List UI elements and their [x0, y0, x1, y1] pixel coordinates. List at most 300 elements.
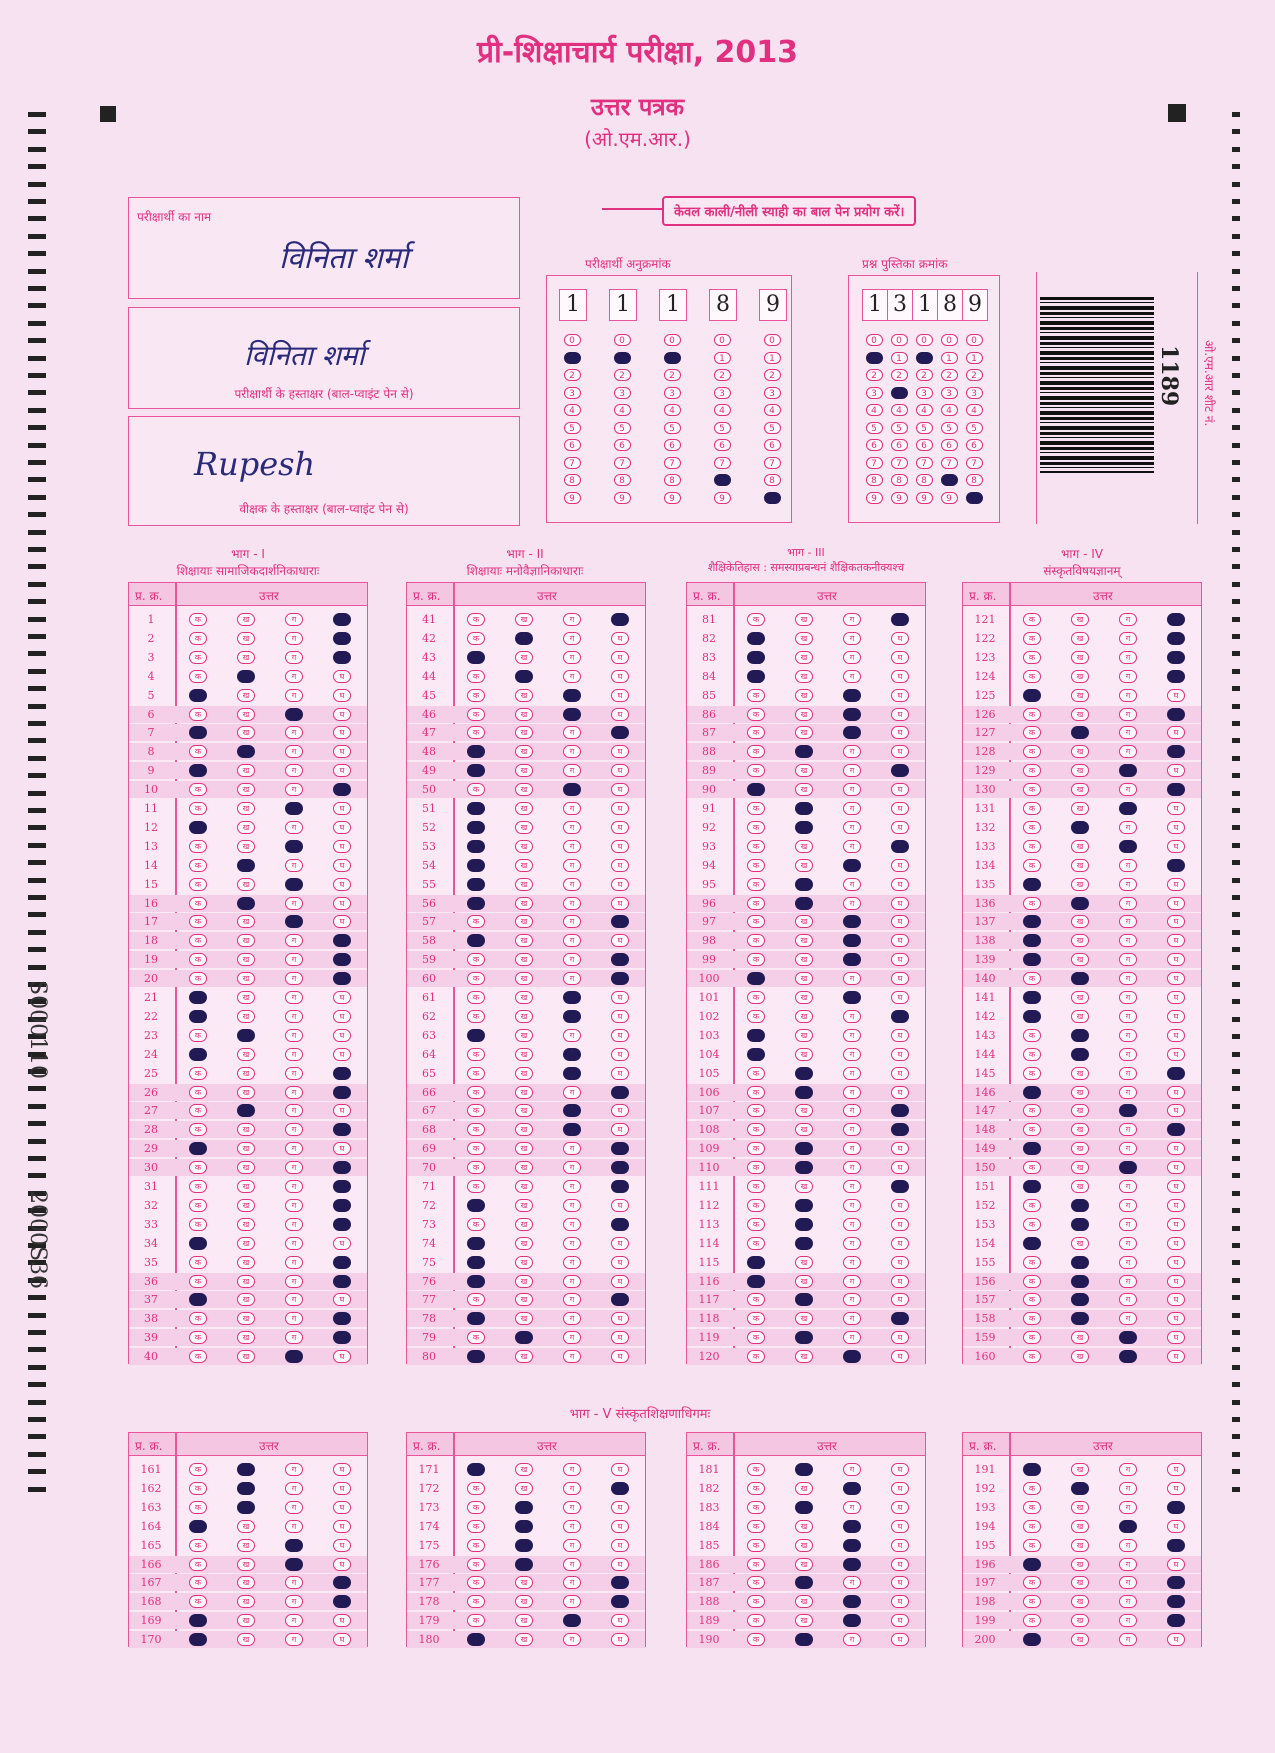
option-bubble[interactable]: ग	[563, 1633, 581, 1646]
option-bubble[interactable]: घ	[891, 1275, 909, 1288]
option-bubble[interactable]	[891, 1123, 909, 1136]
option-bubble[interactable]: घ	[333, 689, 351, 702]
option-bubble[interactable]: ग	[563, 840, 581, 853]
option-bubble[interactable]	[747, 1256, 765, 1269]
option-bubble[interactable]: क	[747, 1331, 765, 1344]
option-bubble[interactable]: घ	[891, 1463, 909, 1476]
option-bubble[interactable]	[1167, 708, 1185, 721]
option-bubble[interactable]	[1071, 1482, 1089, 1495]
option-bubble[interactable]	[333, 1218, 351, 1231]
digit-bubble[interactable]: 5	[614, 422, 631, 434]
option-bubble[interactable]	[285, 1539, 303, 1552]
option-bubble[interactable]: ग	[1119, 953, 1137, 966]
option-bubble[interactable]	[515, 670, 533, 683]
digit-bubble[interactable]: 7	[714, 457, 731, 469]
option-bubble[interactable]	[795, 1086, 813, 1099]
digit-bubble[interactable]: 4	[764, 404, 781, 416]
option-bubble[interactable]	[467, 1312, 485, 1325]
option-bubble[interactable]: ग	[1119, 878, 1137, 891]
option-bubble[interactable]: क	[189, 1029, 207, 1042]
digit-bubble[interactable]: 8	[664, 474, 681, 486]
option-bubble[interactable]	[467, 1029, 485, 1042]
option-bubble[interactable]	[795, 1463, 813, 1476]
digit-bubble[interactable]	[866, 352, 883, 364]
digit-bubble[interactable]: 2	[891, 369, 908, 381]
digit-bubble[interactable]	[891, 387, 908, 399]
option-bubble[interactable]: घ	[611, 1312, 629, 1325]
option-bubble[interactable]: ख	[237, 972, 255, 985]
option-bubble[interactable]: ख	[237, 934, 255, 947]
option-bubble[interactable]: घ	[891, 1501, 909, 1514]
digit-bubble[interactable]	[764, 492, 781, 504]
digit-bubble[interactable]: 6	[941, 439, 958, 451]
option-bubble[interactable]: ख	[795, 1104, 813, 1117]
option-bubble[interactable]: ख	[1071, 840, 1089, 853]
option-bubble[interactable]: क	[747, 915, 765, 928]
option-bubble[interactable]: ख	[795, 915, 813, 928]
option-bubble[interactable]: क	[467, 1010, 485, 1023]
option-bubble[interactable]	[611, 1180, 629, 1193]
digit-bubble[interactable]: 6	[891, 439, 908, 451]
option-bubble[interactable]: ख	[515, 1048, 533, 1061]
option-bubble[interactable]: घ	[611, 859, 629, 872]
option-bubble[interactable]: घ	[611, 1123, 629, 1136]
option-bubble[interactable]: क	[747, 878, 765, 891]
option-bubble[interactable]	[1071, 1048, 1089, 1061]
option-bubble[interactable]: घ	[891, 991, 909, 1004]
option-bubble[interactable]: क	[189, 1501, 207, 1514]
option-bubble[interactable]: घ	[1167, 1237, 1185, 1250]
option-bubble[interactable]: ग	[563, 859, 581, 872]
option-bubble[interactable]: ग	[285, 934, 303, 947]
option-bubble[interactable]: घ	[891, 632, 909, 645]
option-bubble[interactable]: ग	[285, 651, 303, 664]
option-bubble[interactable]: घ	[611, 1539, 629, 1552]
option-bubble[interactable]: घ	[891, 651, 909, 664]
option-bubble[interactable]: ख	[237, 878, 255, 891]
option-bubble[interactable]: ग	[563, 613, 581, 626]
option-bubble[interactable]	[795, 1161, 813, 1174]
option-bubble[interactable]: ख	[795, 1539, 813, 1552]
option-bubble[interactable]: ग	[843, 651, 861, 664]
option-bubble[interactable]	[515, 1331, 533, 1344]
option-bubble[interactable]: ग	[843, 1142, 861, 1155]
digit-bubble[interactable]: 0	[564, 334, 581, 346]
option-bubble[interactable]	[285, 878, 303, 891]
option-bubble[interactable]	[795, 1576, 813, 1589]
digit-bubble[interactable]: 4	[714, 404, 731, 416]
option-bubble[interactable]: क	[747, 897, 765, 910]
option-bubble[interactable]: ख	[515, 1576, 533, 1589]
option-bubble[interactable]: ग	[843, 840, 861, 853]
option-bubble[interactable]: घ	[1167, 1558, 1185, 1571]
option-bubble[interactable]: क	[1023, 745, 1041, 758]
option-bubble[interactable]: ग	[1119, 783, 1137, 796]
option-bubble[interactable]: ग	[843, 764, 861, 777]
option-bubble[interactable]: ग	[563, 1029, 581, 1042]
option-bubble[interactable]	[467, 1199, 485, 1212]
option-bubble[interactable]: क	[189, 840, 207, 853]
option-bubble[interactable]: ख	[1071, 1595, 1089, 1608]
option-bubble[interactable]: ग	[285, 859, 303, 872]
option-bubble[interactable]: ख	[515, 783, 533, 796]
option-bubble[interactable]: ख	[1071, 1331, 1089, 1344]
digit-bubble[interactable]: 2	[941, 369, 958, 381]
option-bubble[interactable]	[795, 1501, 813, 1514]
option-bubble[interactable]: ग	[285, 1218, 303, 1231]
option-bubble[interactable]: क	[467, 953, 485, 966]
option-bubble[interactable]: ग	[285, 1237, 303, 1250]
option-bubble[interactable]	[795, 1142, 813, 1155]
option-bubble[interactable]	[189, 1293, 207, 1306]
digit-bubble[interactable]: 7	[764, 457, 781, 469]
option-bubble[interactable]: क	[747, 859, 765, 872]
option-bubble[interactable]	[843, 708, 861, 721]
option-bubble[interactable]: घ	[1167, 1010, 1185, 1023]
digit-bubble[interactable]: 8	[866, 474, 883, 486]
digit-bubble[interactable]: 3	[614, 387, 631, 399]
option-bubble[interactable]	[1167, 1576, 1185, 1589]
option-bubble[interactable]: क	[467, 708, 485, 721]
option-bubble[interactable]: घ	[891, 1048, 909, 1061]
option-bubble[interactable]: घ	[333, 1293, 351, 1306]
option-bubble[interactable]: ख	[237, 689, 255, 702]
option-bubble[interactable]: ख	[1071, 1501, 1089, 1514]
option-bubble[interactable]: ग	[843, 670, 861, 683]
option-bubble[interactable]	[1167, 783, 1185, 796]
option-bubble[interactable]: ख	[1071, 1558, 1089, 1571]
option-bubble[interactable]: क	[747, 840, 765, 853]
option-bubble[interactable]	[1119, 1161, 1137, 1174]
option-bubble[interactable]: घ	[1167, 821, 1185, 834]
option-bubble[interactable]: ग	[843, 1048, 861, 1061]
option-bubble[interactable]: ग	[285, 821, 303, 834]
option-bubble[interactable]: ग	[843, 1293, 861, 1306]
option-bubble[interactable]	[1119, 1350, 1137, 1363]
option-bubble[interactable]	[563, 708, 581, 721]
option-bubble[interactable]: ग	[285, 1275, 303, 1288]
option-bubble[interactable]	[1071, 897, 1089, 910]
option-bubble[interactable]: ग	[1119, 897, 1137, 910]
option-bubble[interactable]	[285, 1558, 303, 1571]
digit-bubble[interactable]: 8	[564, 474, 581, 486]
option-bubble[interactable]	[563, 1123, 581, 1136]
option-bubble[interactable]: ख	[1071, 708, 1089, 721]
option-bubble[interactable]: घ	[891, 953, 909, 966]
option-bubble[interactable]: घ	[611, 802, 629, 815]
option-bubble[interactable]: ग	[563, 878, 581, 891]
option-bubble[interactable]: ग	[563, 1180, 581, 1193]
option-bubble[interactable]: क	[467, 726, 485, 739]
digit-bubble[interactable]: 6	[916, 439, 933, 451]
option-bubble[interactable]: ग	[285, 1104, 303, 1117]
option-bubble[interactable]: ग	[563, 1558, 581, 1571]
option-bubble[interactable]: घ	[891, 878, 909, 891]
option-bubble[interactable]: घ	[891, 1350, 909, 1363]
option-bubble[interactable]	[333, 1161, 351, 1174]
option-bubble[interactable]: ख	[237, 1256, 255, 1269]
option-bubble[interactable]: ग	[563, 1350, 581, 1363]
option-bubble[interactable]	[747, 783, 765, 796]
option-bubble[interactable]: ग	[843, 1123, 861, 1136]
option-bubble[interactable]: क	[747, 1142, 765, 1155]
option-bubble[interactable]: ख	[795, 726, 813, 739]
option-bubble[interactable]: घ	[1167, 934, 1185, 947]
option-bubble[interactable]: ख	[1071, 1539, 1089, 1552]
digit-bubble[interactable]: 9	[714, 492, 731, 504]
option-bubble[interactable]	[467, 1463, 485, 1476]
option-bubble[interactable]: ग	[563, 1520, 581, 1533]
option-bubble[interactable]: क	[467, 1123, 485, 1136]
option-bubble[interactable]	[891, 840, 909, 853]
option-bubble[interactable]: ग	[843, 1180, 861, 1193]
option-bubble[interactable]	[747, 651, 765, 664]
digit-bubble[interactable]: 3	[916, 387, 933, 399]
option-bubble[interactable]: ख	[795, 651, 813, 664]
option-bubble[interactable]: ख	[515, 821, 533, 834]
option-bubble[interactable]	[795, 1199, 813, 1212]
digit-bubble[interactable]	[916, 352, 933, 364]
option-bubble[interactable]: क	[467, 1558, 485, 1571]
option-bubble[interactable]: ख	[237, 1576, 255, 1589]
option-bubble[interactable]	[843, 1482, 861, 1495]
option-bubble[interactable]: ख	[1071, 1142, 1089, 1155]
digit-bubble[interactable]: 2	[966, 369, 983, 381]
option-bubble[interactable]	[891, 1180, 909, 1193]
option-bubble[interactable]: घ	[1167, 1312, 1185, 1325]
option-bubble[interactable]: ग	[1119, 670, 1137, 683]
option-bubble[interactable]: ख	[515, 1029, 533, 1042]
option-bubble[interactable]	[467, 840, 485, 853]
option-bubble[interactable]: ग	[1119, 1482, 1137, 1495]
option-bubble[interactable]: घ	[611, 1199, 629, 1212]
option-bubble[interactable]: घ	[611, 1350, 629, 1363]
digit-bubble[interactable]	[614, 352, 631, 364]
option-bubble[interactable]: घ	[891, 1614, 909, 1627]
option-bubble[interactable]: ख	[795, 764, 813, 777]
option-bubble[interactable]: ख	[795, 1180, 813, 1193]
option-bubble[interactable]: क	[1023, 670, 1041, 683]
digit-bubble[interactable]: 7	[966, 457, 983, 469]
option-bubble[interactable]	[237, 1482, 255, 1495]
option-bubble[interactable]: क	[747, 821, 765, 834]
option-bubble[interactable]: क	[747, 1595, 765, 1608]
option-bubble[interactable]: क	[747, 1180, 765, 1193]
digit-bubble[interactable]: 9	[941, 492, 958, 504]
option-bubble[interactable]: घ	[611, 764, 629, 777]
option-bubble[interactable]: घ	[1167, 840, 1185, 853]
option-bubble[interactable]: क	[1023, 1482, 1041, 1495]
option-bubble[interactable]: ख	[515, 972, 533, 985]
option-bubble[interactable]: ख	[1071, 764, 1089, 777]
option-bubble[interactable]: घ	[333, 745, 351, 758]
option-bubble[interactable]: ख	[237, 1614, 255, 1627]
option-bubble[interactable]	[1167, 651, 1185, 664]
option-bubble[interactable]: क	[747, 764, 765, 777]
option-bubble[interactable]: ग	[1119, 1086, 1137, 1099]
option-bubble[interactable]	[611, 1142, 629, 1155]
option-bubble[interactable]: घ	[611, 840, 629, 853]
option-bubble[interactable]: ग	[843, 783, 861, 796]
option-bubble[interactable]: ख	[795, 953, 813, 966]
option-bubble[interactable]: ग	[563, 632, 581, 645]
option-bubble[interactable]: ग	[1119, 745, 1137, 758]
option-bubble[interactable]: ग	[1119, 1539, 1137, 1552]
option-bubble[interactable]: क	[1023, 632, 1041, 645]
digit-bubble[interactable]: 8	[916, 474, 933, 486]
option-bubble[interactable]: ग	[563, 1256, 581, 1269]
option-bubble[interactable]	[891, 1312, 909, 1325]
option-bubble[interactable]: क	[1023, 1350, 1041, 1363]
digit-bubble[interactable]: 2	[764, 369, 781, 381]
option-bubble[interactable]: क	[1023, 726, 1041, 739]
option-bubble[interactable]	[189, 1142, 207, 1155]
option-bubble[interactable]	[611, 1595, 629, 1608]
option-bubble[interactable]	[611, 915, 629, 928]
option-bubble[interactable]	[189, 1614, 207, 1627]
option-bubble[interactable]: घ	[333, 726, 351, 739]
option-bubble[interactable]: ख	[795, 689, 813, 702]
digit-bubble[interactable]: 4	[941, 404, 958, 416]
option-bubble[interactable]: क	[747, 745, 765, 758]
option-bubble[interactable]: ग	[1119, 1595, 1137, 1608]
option-bubble[interactable]	[795, 802, 813, 815]
option-bubble[interactable]: ख	[795, 1595, 813, 1608]
option-bubble[interactable]	[563, 689, 581, 702]
option-bubble[interactable]: ग	[563, 1218, 581, 1231]
option-bubble[interactable]: ख	[515, 1237, 533, 1250]
option-bubble[interactable]: क	[747, 708, 765, 721]
option-bubble[interactable]	[333, 1576, 351, 1589]
digit-bubble[interactable]: 3	[966, 387, 983, 399]
option-bubble[interactable]: ग	[285, 1614, 303, 1627]
option-bubble[interactable]: ख	[795, 934, 813, 947]
option-bubble[interactable]: ख	[237, 1312, 255, 1325]
option-bubble[interactable]: ख	[1071, 1104, 1089, 1117]
option-bubble[interactable]: ग	[285, 1633, 303, 1646]
option-bubble[interactable]	[467, 802, 485, 815]
option-bubble[interactable]	[843, 1614, 861, 1627]
option-bubble[interactable]: ग	[285, 1199, 303, 1212]
option-bubble[interactable]: क	[1023, 897, 1041, 910]
option-bubble[interactable]	[189, 689, 207, 702]
option-bubble[interactable]	[189, 1010, 207, 1023]
option-bubble[interactable]	[333, 1331, 351, 1344]
option-bubble[interactable]: क	[1023, 1331, 1041, 1344]
digit-bubble[interactable]: 2	[614, 369, 631, 381]
option-bubble[interactable]	[333, 783, 351, 796]
option-bubble[interactable]: ख	[237, 651, 255, 664]
option-bubble[interactable]: क	[747, 1104, 765, 1117]
option-bubble[interactable]: ख	[237, 1142, 255, 1155]
option-bubble[interactable]: क	[747, 1067, 765, 1080]
digit-bubble[interactable]: 4	[664, 404, 681, 416]
option-bubble[interactable]: ग	[285, 1010, 303, 1023]
option-bubble[interactable]: ख	[1071, 1010, 1089, 1023]
option-bubble[interactable]: क	[747, 1312, 765, 1325]
option-bubble[interactable]: ग	[285, 1501, 303, 1514]
option-bubble[interactable]	[1167, 613, 1185, 626]
option-bubble[interactable]: ख	[1071, 1576, 1089, 1589]
option-bubble[interactable]: ग	[1119, 1237, 1137, 1250]
option-bubble[interactable]: ख	[795, 670, 813, 683]
option-bubble[interactable]: क	[1023, 821, 1041, 834]
option-bubble[interactable]: ख	[237, 1293, 255, 1306]
option-bubble[interactable]	[795, 1237, 813, 1250]
option-bubble[interactable]: क	[467, 1086, 485, 1099]
option-bubble[interactable]: ग	[843, 1237, 861, 1250]
option-bubble[interactable]: ग	[843, 632, 861, 645]
option-bubble[interactable]	[237, 1104, 255, 1117]
option-bubble[interactable]	[795, 1067, 813, 1080]
option-bubble[interactable]: ग	[1119, 1067, 1137, 1080]
option-bubble[interactable]	[515, 1539, 533, 1552]
option-bubble[interactable]: क	[1023, 708, 1041, 721]
digit-bubble[interactable]: 2	[564, 369, 581, 381]
option-bubble[interactable]: क	[1023, 1576, 1041, 1589]
option-bubble[interactable]: ख	[515, 1067, 533, 1080]
option-bubble[interactable]: ग	[1119, 1180, 1137, 1193]
option-bubble[interactable]: ख	[237, 1595, 255, 1608]
digit-bubble[interactable]: 5	[564, 422, 581, 434]
option-bubble[interactable]	[1023, 991, 1041, 1004]
option-bubble[interactable]: घ	[611, 897, 629, 910]
option-bubble[interactable]: ग	[1119, 1293, 1137, 1306]
option-bubble[interactable]: ख	[515, 1633, 533, 1646]
option-bubble[interactable]	[467, 764, 485, 777]
option-bubble[interactable]: क	[189, 1256, 207, 1269]
digit-bubble[interactable]: 4	[564, 404, 581, 416]
option-bubble[interactable]: ख	[237, 1237, 255, 1250]
option-bubble[interactable]: ख	[515, 1199, 533, 1212]
option-bubble[interactable]: क	[1023, 1595, 1041, 1608]
digit-bubble[interactable]: 7	[916, 457, 933, 469]
option-bubble[interactable]: घ	[1167, 1142, 1185, 1155]
digit-bubble[interactable]: 6	[614, 439, 631, 451]
option-bubble[interactable]: ख	[515, 1142, 533, 1155]
option-bubble[interactable]: ख	[515, 1086, 533, 1099]
option-bubble[interactable]: घ	[891, 802, 909, 815]
option-bubble[interactable]: ख	[237, 1539, 255, 1552]
digit-bubble[interactable]: 6	[764, 439, 781, 451]
option-bubble[interactable]	[189, 726, 207, 739]
option-bubble[interactable]	[515, 1501, 533, 1514]
option-bubble[interactable]: क	[467, 613, 485, 626]
option-bubble[interactable]: ग	[1119, 1275, 1137, 1288]
option-bubble[interactable]	[1023, 953, 1041, 966]
option-bubble[interactable]: घ	[1167, 953, 1185, 966]
option-bubble[interactable]	[1071, 1312, 1089, 1325]
option-bubble[interactable]: क	[189, 745, 207, 758]
option-bubble[interactable]: क	[467, 1331, 485, 1344]
option-bubble[interactable]	[1071, 1275, 1089, 1288]
option-bubble[interactable]: ग	[1119, 613, 1137, 626]
option-bubble[interactable]: घ	[1167, 1161, 1185, 1174]
option-bubble[interactable]: ग	[843, 1104, 861, 1117]
option-bubble[interactable]: ख	[1071, 1067, 1089, 1080]
option-bubble[interactable]: ख	[795, 632, 813, 645]
option-bubble[interactable]	[285, 1350, 303, 1363]
option-bubble[interactable]: ख	[1071, 783, 1089, 796]
option-bubble[interactable]: ख	[515, 1482, 533, 1495]
digit-bubble[interactable]: 6	[714, 439, 731, 451]
option-bubble[interactable]	[1023, 1010, 1041, 1023]
option-bubble[interactable]: ग	[285, 1086, 303, 1099]
option-bubble[interactable]: ख	[515, 897, 533, 910]
option-bubble[interactable]: क	[189, 632, 207, 645]
option-bubble[interactable]	[285, 840, 303, 853]
option-bubble[interactable]	[333, 1180, 351, 1193]
